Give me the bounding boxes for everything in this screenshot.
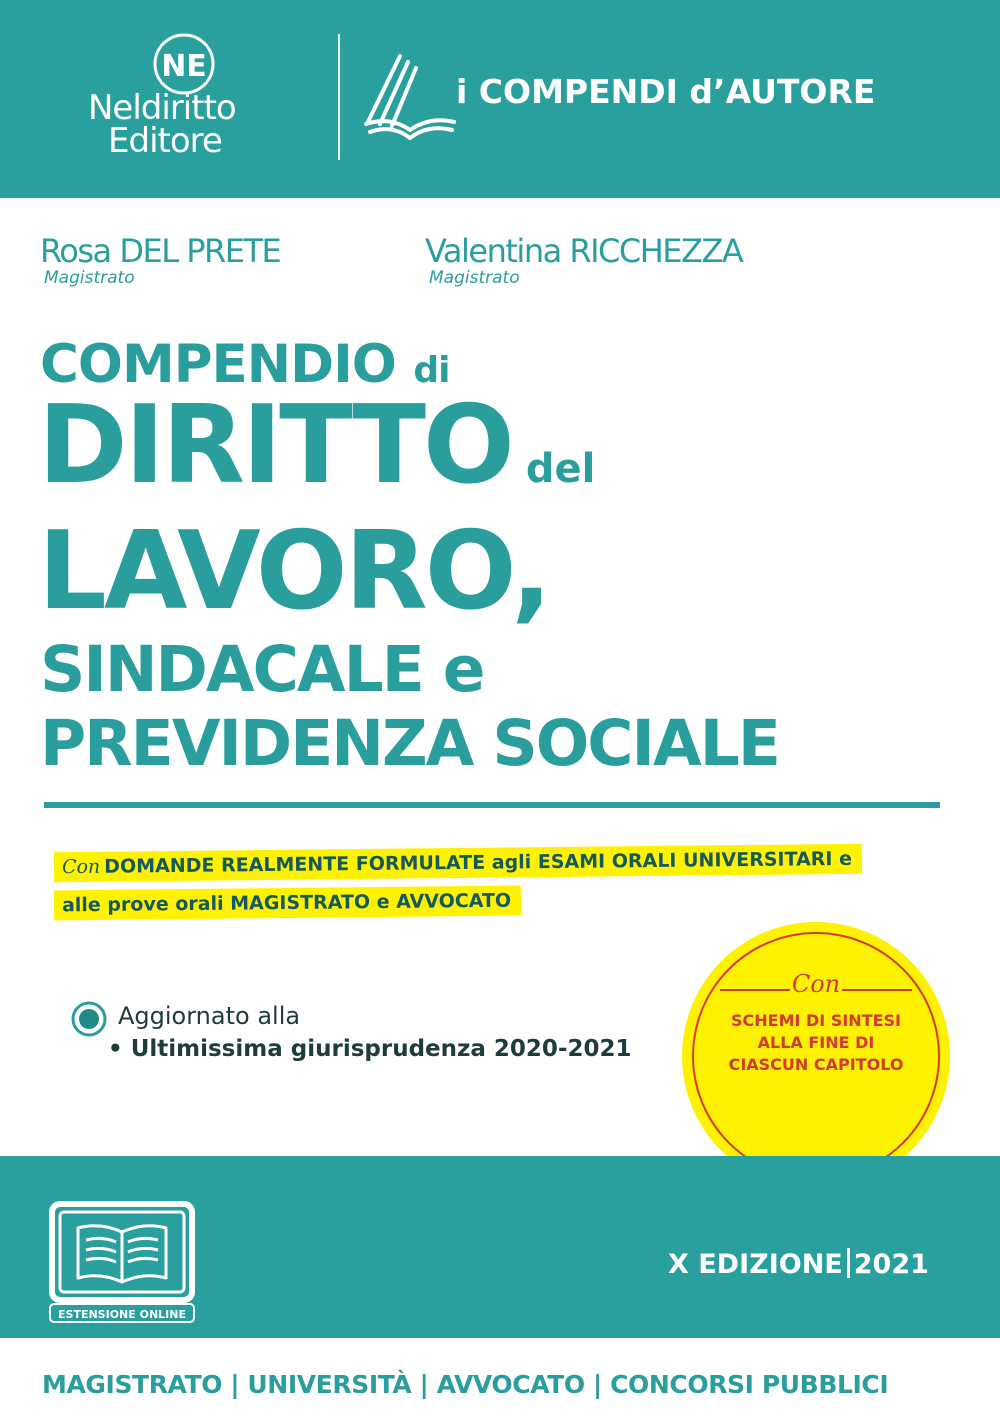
update-line-1: Aggiornato alla xyxy=(118,1002,301,1030)
title-diritto: DIRITTO xyxy=(38,383,512,508)
title-line-3: LAVORO, xyxy=(38,509,550,634)
title-underline xyxy=(44,802,940,808)
title-compendio: COMPENDIO xyxy=(40,334,396,395)
edition-year: 2021 xyxy=(853,1249,929,1280)
summary-schemes-badge xyxy=(682,922,950,1190)
publisher-line-1: Neldiritto xyxy=(88,88,236,128)
title-del: del xyxy=(525,446,596,492)
highlight-line-2 xyxy=(54,886,521,921)
title-line-4: SINDACALE e xyxy=(40,633,484,706)
badge-line-2: ALLA FINE DI xyxy=(757,1033,875,1052)
target-icon xyxy=(70,1000,108,1038)
title-line-2 xyxy=(38,383,596,508)
logo-letters: NE xyxy=(161,49,207,84)
highlight-line-1 xyxy=(54,844,862,882)
author-name: Valentina RICCHEZZA xyxy=(425,232,743,270)
open-book-icon xyxy=(44,1200,200,1324)
header-divider xyxy=(338,34,340,160)
publisher-logo-icon xyxy=(152,32,216,96)
highlight-text-2: alle prove orali MAGISTRATO e AVVOCATO xyxy=(61,889,512,917)
edition-label: X EDIZIONE xyxy=(668,1249,843,1280)
title-di: di xyxy=(413,350,450,391)
highlight-con: Con xyxy=(61,855,101,879)
highlight-text-1: DOMANDE REALMENTE FORMULATE agli ESAMI ORALI UNIVERSITARI e xyxy=(104,847,853,878)
audience-footer: MAGISTRATO | UNIVERSITÀ | AVVOCATO | CONCORSI PUBBLICI xyxy=(42,1370,889,1399)
update-line-2: • Ultimissima giurisprudenza 2020-2021 xyxy=(108,1036,632,1062)
badge-line-1: SCHEMI DI SINTESI xyxy=(730,1011,902,1030)
author-name: Rosa DEL PRETE xyxy=(40,232,281,270)
edition-divider xyxy=(847,1248,850,1278)
author-2 xyxy=(425,232,742,288)
badge-text xyxy=(682,1010,950,1076)
edition-info xyxy=(668,1248,929,1280)
series-title: i COMPENDI d’AUTORE xyxy=(456,72,876,111)
author-role: Magistrato xyxy=(429,268,520,288)
badge-con: Con xyxy=(791,970,841,998)
pages-book-icon xyxy=(360,50,460,142)
extension-label: ESTENSIONE ONLINE xyxy=(58,1308,186,1321)
author-1 xyxy=(40,232,280,288)
publisher-line-2: Editore xyxy=(108,121,222,161)
badge-line-3: CIASCUN CAPITOLO xyxy=(728,1055,904,1074)
author-role: Magistrato xyxy=(44,268,135,288)
publisher-name xyxy=(88,88,236,161)
title-line-5: PREVIDENZA SOCIALE xyxy=(40,707,779,780)
